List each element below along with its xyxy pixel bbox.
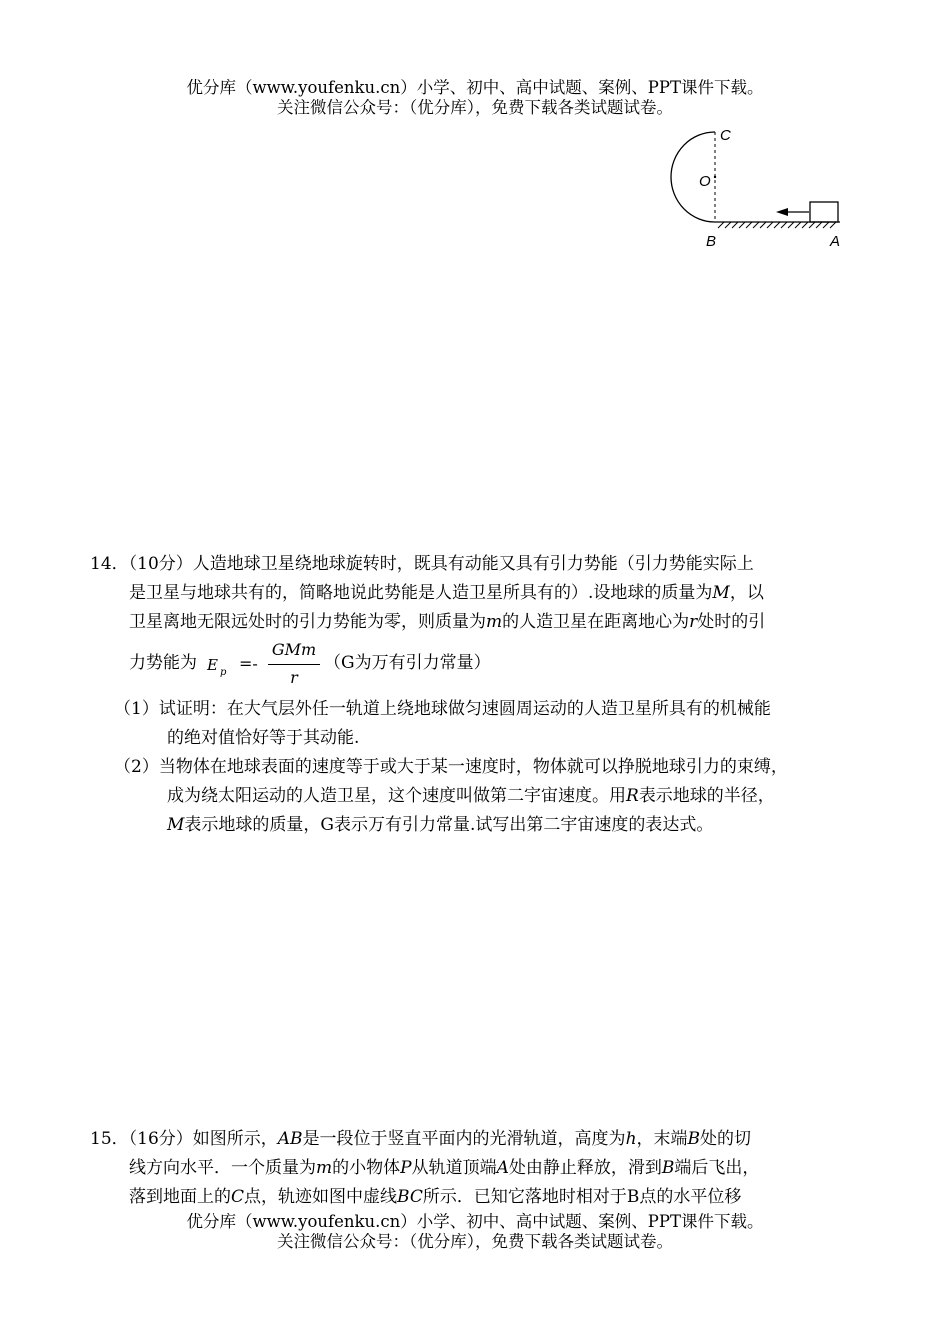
formula-numerator: GMm xyxy=(271,640,317,659)
q15-line-3: 落到地面上的C点，轨迹如图中虚线BC所示．已知它落地时相对于B点的水平位移 xyxy=(129,1187,742,1207)
q14-sub2-line-2: 成为绕太阳运动的人造卫星，这个速度叫做第二宇宙速度。用R表示地球的半径， xyxy=(167,786,775,806)
sliding-block xyxy=(810,202,838,222)
q14-sub2-line-3: M表示地球的质量，G表示万有引力常量.试写出第二宇宙速度的表达式。 xyxy=(167,815,714,835)
q14-number: 14． xyxy=(90,554,129,574)
q15-number: 15． xyxy=(90,1129,129,1149)
label-b: B xyxy=(706,233,717,250)
q15-line-2: 线方向水平．一个质量为m的小物体P从轨道顶端A处由静止释放，滑到B端后飞出， xyxy=(129,1158,760,1178)
track-figure xyxy=(664,122,854,256)
q14-line-4-lead: 力势能为 xyxy=(129,653,197,673)
center-dot xyxy=(714,176,716,178)
q14-sub1-line-1: （1）试证明：在大气层外任一轨道上绕地球做匀速圆周运动的人造卫星所具有的机械能 xyxy=(114,699,771,719)
label-c: C xyxy=(720,127,731,144)
q14-line-3: 卫星离地无限远处时的引力势能为零，则质量为m的人造卫星在距离地心为r处时的引 xyxy=(129,612,766,632)
ground-hatching xyxy=(718,222,836,228)
q14-sub2-line-1: （2）当物体在地球表面的速度等于或大于某一速度时，物体就可以挣脱地球引力的束缚， xyxy=(114,757,788,777)
q14-line-2: 是卫星与地球共有的，简略地说此势能是人造卫星所具有的）.设地球的质量为M，以 xyxy=(129,583,764,603)
track-diagram xyxy=(664,122,854,252)
formula-sub-p: p xyxy=(220,667,227,678)
arrow-head xyxy=(776,208,788,216)
q14-sub1-line-2: 的绝对值恰好等于其动能. xyxy=(167,728,360,748)
header-line-2: 关注微信公众号：（优分库），免费下载各类试题试卷。 xyxy=(277,98,673,117)
formula-e: E xyxy=(207,656,218,674)
q14-line-4-tail: （G为万有引力常量） xyxy=(324,653,491,673)
formula-denominator: r xyxy=(290,668,298,687)
formula-eq: =- xyxy=(239,654,258,673)
label-a: A xyxy=(830,233,841,250)
header-line-1: 优分库（www.youfenku.cn）小学、初中、高中试题、案例、PPT课件下载。 xyxy=(186,78,764,97)
label-o: O xyxy=(699,173,711,190)
q15-line-1: 15．（16分）如图所示，AB是一段位于竖直平面内的光滑轨道，高度为h，末端B处的切 xyxy=(90,1129,752,1149)
footer-line-1: 优分库（www.youfenku.cn）小学、初中、高中试题、案例、PPT课件下载。 xyxy=(186,1212,764,1231)
footer-line-2: 关注微信公众号：（优分库），免费下载各类试题试卷。 xyxy=(277,1232,673,1251)
fraction-bar xyxy=(268,664,320,665)
q14-line-1: 14．（10分）人造地球卫星绕地球旋转时，既具有动能又具有引力势能（引力势能实际上 xyxy=(90,554,754,574)
